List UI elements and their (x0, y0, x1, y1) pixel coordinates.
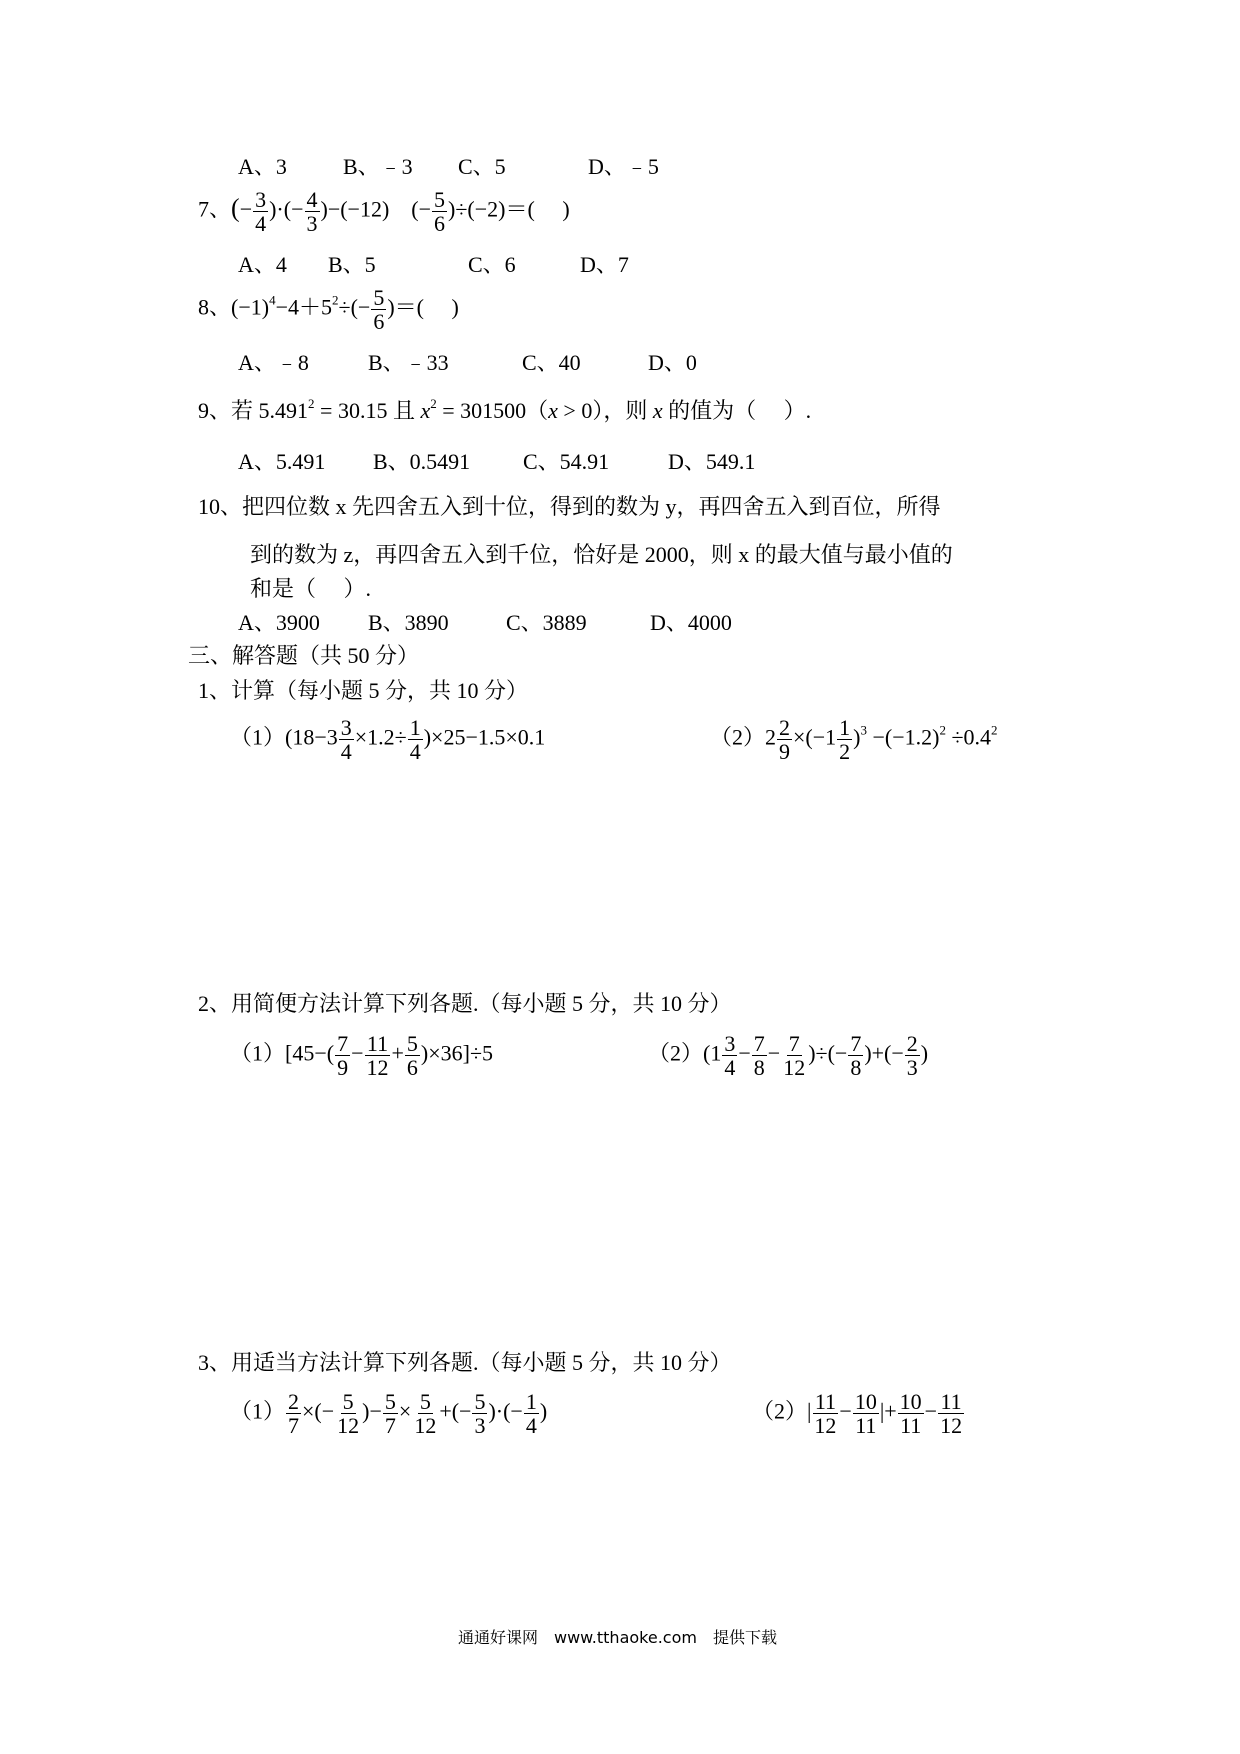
fraction: $\frac{3}{4}$ (724, 1031, 736, 1081)
fraction: $\frac{3}{4}$ (340, 715, 352, 765)
fraction: $\frac{1}{4}$ (525, 1389, 537, 1439)
question-10-line-1: 10、把四位数 x 先四舍五入到十位，得到的数为 y，再四舍五入到百位，所得 (198, 494, 941, 519)
problem-2a: （1）[45−( $\frac{7}{9}$ − $\frac{11}{12}$ + $\frac{5}{6}$ )×36]÷5 (230, 1031, 494, 1081)
q6-options (238, 154, 659, 179)
q8-option-d: D、0 (648, 350, 697, 375)
q10-option-b: B、3890 (368, 610, 449, 635)
problem-3a: （1） $\frac{2}{7}$ ×(− $\frac{5}{12}$ )− $\frac{5}{7}$ × $\frac{5}{12}$ +(− $\frac{5}{3}$ )·(− $\frac{1}{4}$ ) (230, 1389, 548, 1439)
question-10-line-2: 到的数为 z，再四舍五入到千位，恰好是 2000，则 x 的最大值与最小值的 (250, 542, 953, 567)
q7-option-d: D、7 (580, 252, 629, 277)
problem-1-title: 1、计算（每小题 5 分，共 10 分） (198, 678, 529, 703)
fraction: $\frac{1}{4}$ (409, 715, 421, 765)
problem-1b: （2）2 $\frac{2}{9}$ ×(−1 $\frac{1}{2}$ )$^3 -(-1.2)^2 \div 0.4^2$ (710, 715, 998, 765)
fraction: $\frac{5}{6}$ (434, 187, 446, 237)
fraction: $\frac{7}{8}$ (753, 1031, 765, 1081)
question-9: 9、若 $5.491^2 = 30.15$ 且 $x^2 = 301500(x > 0)$，则 x 的值为（ ）. (198, 396, 812, 423)
problem-1a: （1）(18−3 $\frac{3}{4}$ ×1.2÷ $\frac{1}{4}$ )×25−1.5×0.1 (230, 715, 546, 765)
fraction: $\frac{7}{12}$ (783, 1031, 806, 1081)
problem-2-title: 2、用简便方法计算下列各题.（每小题 5 分，共 10 分） (198, 991, 732, 1016)
fraction: $\frac{10}{11}$ (854, 1389, 877, 1439)
fraction: $\frac{5}{6}$ (373, 285, 385, 335)
fraction: $\frac{5}{3}$ (474, 1389, 486, 1439)
q8-option-c: C、40 (522, 350, 581, 375)
q7-option-a: A、4 (238, 252, 287, 277)
q9-options (238, 449, 756, 474)
section-title: 三、解答题（共 50 分） (188, 643, 420, 668)
q6-option-c: C、5 (458, 154, 506, 179)
q10-option-c: C、3889 (506, 610, 587, 635)
question-10-line-3: 和是（ ）. (250, 576, 372, 601)
q6-option-d: D、﹣5 (588, 154, 659, 179)
q9-number: 9、 (198, 398, 232, 423)
q8-option-a: A、﹣8 (238, 350, 309, 375)
q9-option-a: A、5.491 (238, 449, 326, 474)
fraction: $\frac{11}{12}$ (940, 1389, 963, 1439)
fraction: $\frac{11}{12}$ (366, 1031, 389, 1081)
q8-number: 8、 (198, 294, 232, 320)
fraction: $\frac{2}{3}$ (906, 1031, 918, 1081)
q6-option-b: B、﹣3 (343, 154, 413, 179)
fraction: $\frac{11}{12}$ (814, 1389, 837, 1439)
fraction: $\frac{2}{7}$ (288, 1389, 300, 1439)
q7-number: 7、 (198, 196, 232, 222)
q7-option-b: B、5 (328, 252, 376, 277)
fraction: $\frac{2}{9}$ (779, 715, 791, 765)
fraction: $\frac{5}{6}$ (406, 1031, 418, 1081)
fraction: $\frac{5}{7}$ (384, 1389, 396, 1439)
problem-3-title: 3、用适当方法计算下列各题.（每小题 5 分，共 10 分） (198, 1350, 732, 1375)
q9-option-b: B、0.5491 (373, 449, 471, 474)
question-8: 8、$(-1)^4-4+5^2\div(-$ $\frac{5}{6}$ )＝( ) (198, 285, 459, 335)
footer-text: 通通好课网 www.tthaoke.com 提供下载 (458, 1628, 777, 1647)
q10-options (238, 610, 732, 635)
fraction: $\frac{4}{3}$ (306, 187, 318, 237)
fraction: $\frac{3}{4}$ (255, 187, 267, 237)
q10-option-d: D、4000 (650, 610, 732, 635)
problem-2b: （2）(1 $\frac{3}{4}$ − $\frac{7}{8}$ − $\frac{7}{12}$ )÷(− $\frac{7}{8}$ )+(− $\frac{2}{3}$ ) (648, 1031, 929, 1081)
fraction: $\frac{5}{12}$ (337, 1389, 360, 1439)
q8-option-b: B、﹣33 (368, 350, 449, 375)
q9-option-c: C、54.91 (523, 449, 610, 474)
fraction: $\frac{10}{11}$ (899, 1389, 922, 1439)
q9-option-d: D、549.1 (668, 449, 756, 474)
fraction: $\frac{5}{12}$ (414, 1389, 437, 1439)
q10-option-a: A、3900 (238, 610, 320, 635)
fraction: $\frac{1}{2}$ (839, 715, 851, 765)
problem-3b: （2）| $\frac{11}{12}$ − $\frac{10}{11}$ |+ $\frac{10}{11}$ − $\frac{11}{12}$ (752, 1389, 963, 1439)
q8-options (238, 350, 697, 375)
q6-option-a: A、3 (238, 154, 287, 179)
q7-options (238, 252, 629, 277)
fraction: $\frac{7}{9}$ (337, 1031, 349, 1081)
fraction: $\frac{7}{8}$ (850, 1031, 862, 1081)
question-7: 7、(− $\frac{3}{4}$ )·(− $\frac{4}{3}$ )−(−12) (− $\frac{5}{6}$ )÷(−2)＝( ) (198, 187, 570, 237)
q7-option-c: C、6 (468, 252, 516, 277)
